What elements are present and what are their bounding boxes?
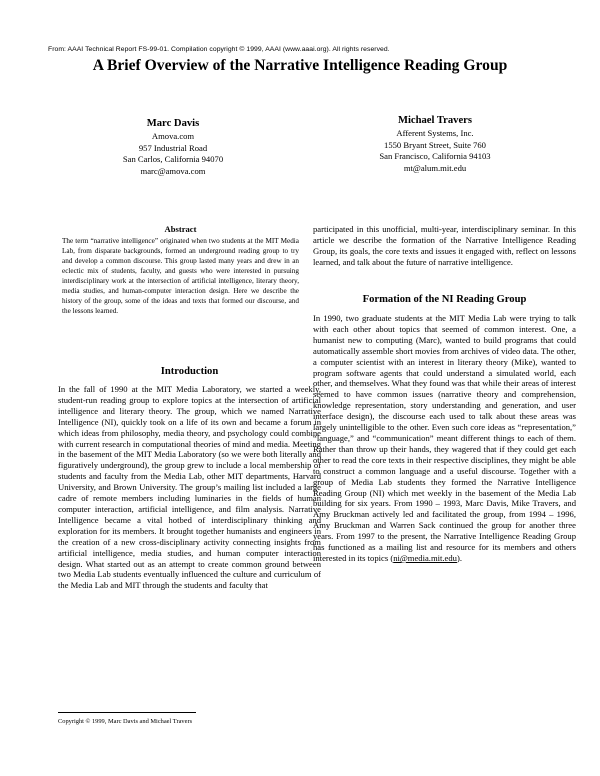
copyright-footnote: Copyright © 1999, Marc Davis and Michael Travers bbox=[58, 718, 193, 725]
formation-paragraph bbox=[313, 313, 576, 564]
author-email: marc@amova.com bbox=[140, 165, 206, 176]
introduction-heading: Introduction bbox=[160, 366, 219, 377]
abstract-heading: Abstract bbox=[164, 224, 197, 234]
author-address-line: San Carlos, California 94070 bbox=[122, 154, 224, 164]
author-name: Marc Davis bbox=[146, 118, 200, 129]
author-block-travers bbox=[320, 114, 550, 174]
introduction-text: In the fall of 1990 at the MIT Media Laboratory, we started a weekly, student-run reading group to explore topics at the intersection of artificial intelligence and literary theory. The group, which we named Narrative Intelligence (NI), quickly took on a life of its own and became a forum in which ideas from philosophy, media theory, and psychology could combine with current research in computational theories of mind and media. Meeting in the basement of the MIT Media Laboratory (so we were both literally and figuratively underground), the group grew to include a local membership of students and faculty from the Media Lab, other MIT departments, Harvard University, and Brown University. The group’s mailing list included a large cadre of remote members including luminaries in the fields of human computer interaction, artificial intelligence, and film analysis. Narrative Intelligence became a vital hotbed of interdisciplinary thinking and exploration for its members. It brought together humanists and engineers in the creation of a new cross-disciplinary activity connecting insights from artificial intelligence, media studies, and human computer interaction design. What started out as an attempt to create common ground between two Media Lab students eventually influenced the culture and curriculum of the Media Lab and MIT through the students and faculty that bbox=[58, 384, 321, 591]
author-email: mt@alum.mit.edu bbox=[403, 162, 467, 173]
author-block-davis bbox=[58, 117, 288, 177]
formation-text: In 1990, two graduate students at the MIT Media Lab were trying to talk with each other about topics that seemed of common interest. One, a humanist new to computing (Marc), wanted to build programs that could automatically assemble short movies from archives of video data. The other, a computer scientist with an interest in literary theory (Mike), wanted to program software agents that could understand a simulated world, each other, and themselves. What they found was that while their areas of interest seemed to have common issues (narrative theory and comprehension, knowledge representation, story understanding and generation, and user interface design), the discourse each used to talk about these areas was largely unintelligible to the other. Even such core ideas as “representation,” “language,” and “communication” meant different things to each of them. Rather than throw up their hands, they wagered that if they could get each other to read the core texts in their respective disciplines, they might be able to construct a common language and a useful discourse. Together with a group of Media Lab students they formed the Narrative Intelligence Reading Group (NI) which met weekly in the basement of the Media Lab building for six years. From 1990 – 1993, Marc Davis, Mike Travers, and Amy Bruckman actively led and facilitated the group, from 1994 – 1996, Amy Bruckman and Warren Sack continued the group for another three years. From 1997 to the present, the Narrative Intelligence Reading Group has functioned as a mailing list and resource for its members and others interested in its topics ( bbox=[313, 313, 576, 563]
author-address-line: San Francisco, California 94103 bbox=[379, 151, 491, 161]
introduction-continuation bbox=[313, 224, 576, 268]
introduction-section bbox=[58, 384, 321, 591]
author-name: Michael Travers bbox=[397, 115, 473, 126]
abstract-text: The term “narrative intelligence” originated when two students at the MIT Media Lab, from disparate backgrounds, formed an underground reading group to try and develop a common discourse. This group lasted many years and drew in an eclectic mix of students, faculty, and guests who were interested in pursuing interdisciplinary work at the intersection of artificial intelligence, literary theory, media studies, and human-computer interaction design. Here we describe the history of the group, some of the ideas and texts that formed our discourse, and the lessons learned. bbox=[62, 237, 299, 315]
author-address-line: 957 Industrial Road bbox=[138, 142, 208, 153]
continuation-text: participated in this unofficial, multi-year, interdisciplinary seminar. In this article we describe the formation of the Narrative Intelligence Reading Group, its goals, the core texts and issues it engaged with, reflect on lessons learned, and talk about the future of narrative intelligence. bbox=[313, 224, 576, 267]
author-affiliation: Amova.com bbox=[151, 131, 195, 141]
mailing-list-link[interactable]: ni@media.mit.edu bbox=[393, 552, 457, 563]
author-address-line: 1550 Bryant Street, Suite 760 bbox=[384, 139, 486, 150]
footnote-divider bbox=[58, 712, 196, 713]
paper-title: A Brief Overview of the Narrative Intelligence Reading Group bbox=[92, 57, 508, 74]
formation-heading: Formation of the NI Reading Group bbox=[362, 294, 527, 305]
formation-section bbox=[313, 313, 576, 564]
formation-text-end: ). bbox=[456, 552, 462, 563]
author-affiliation: Afferent Systems, Inc. bbox=[396, 128, 474, 138]
copyright-header-note: From: AAAI Technical Report FS-99-01. Compilation copyright © 1999, AAAI (www.aaai.org). All rights reserved. bbox=[48, 46, 390, 53]
